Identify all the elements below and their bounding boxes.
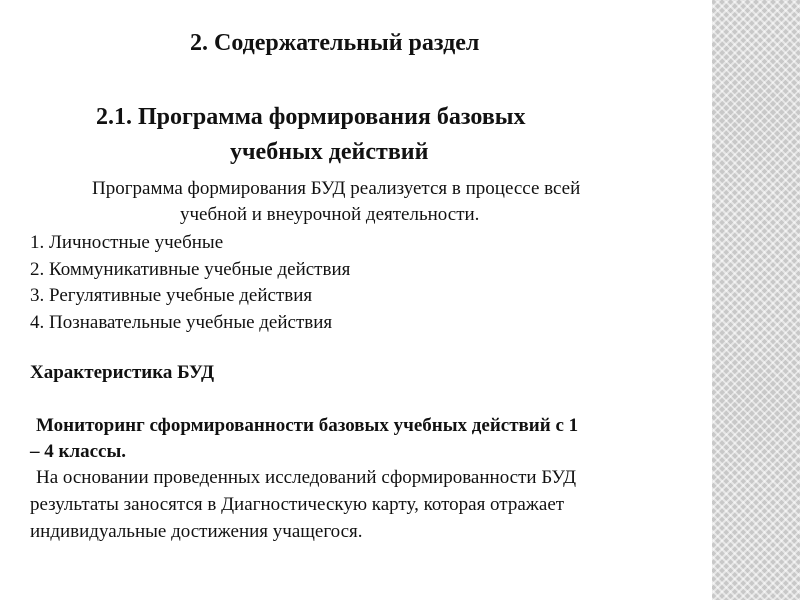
list-item: 4. Познавательные учебные действия (30, 311, 333, 333)
subsection-title-line-2: учебных действий (230, 139, 429, 165)
characteristics-heading: Характеристика БУД (30, 362, 215, 383)
list-item: 3. Регулятивные учебные действия (30, 285, 313, 306)
monitoring-body-line-1: На основании проведенных исследований сформированности БУД (36, 467, 577, 488)
decorative-side-band (712, 0, 800, 600)
monitoring-heading-line-1: Мониторинг сформированности базовых учебных действий с 1 (36, 415, 579, 436)
monitoring-body-line-3: индивидуальные достижения учащегося. (30, 521, 363, 542)
monitoring-heading-line-2: – 4 классы. (30, 441, 127, 462)
intro-line-2: учебной и внеурочной деятельности. (180, 204, 480, 225)
section-title: 2. Содержательный раздел (190, 30, 480, 56)
list-item: 1. Личностные учебные (30, 232, 224, 253)
bud-types-list (30, 230, 350, 336)
list-item: 2. Коммуникативные учебные действия (30, 258, 351, 280)
monitoring-body-line-2: результаты заносятся в Диагностическую карту, которая отражает (30, 494, 565, 515)
subsection-title-line-1: 2.1. Программа формирования базовых (96, 104, 526, 130)
intro-line-1: Программа формирования БУД реализуется в процессе всей (92, 178, 581, 199)
